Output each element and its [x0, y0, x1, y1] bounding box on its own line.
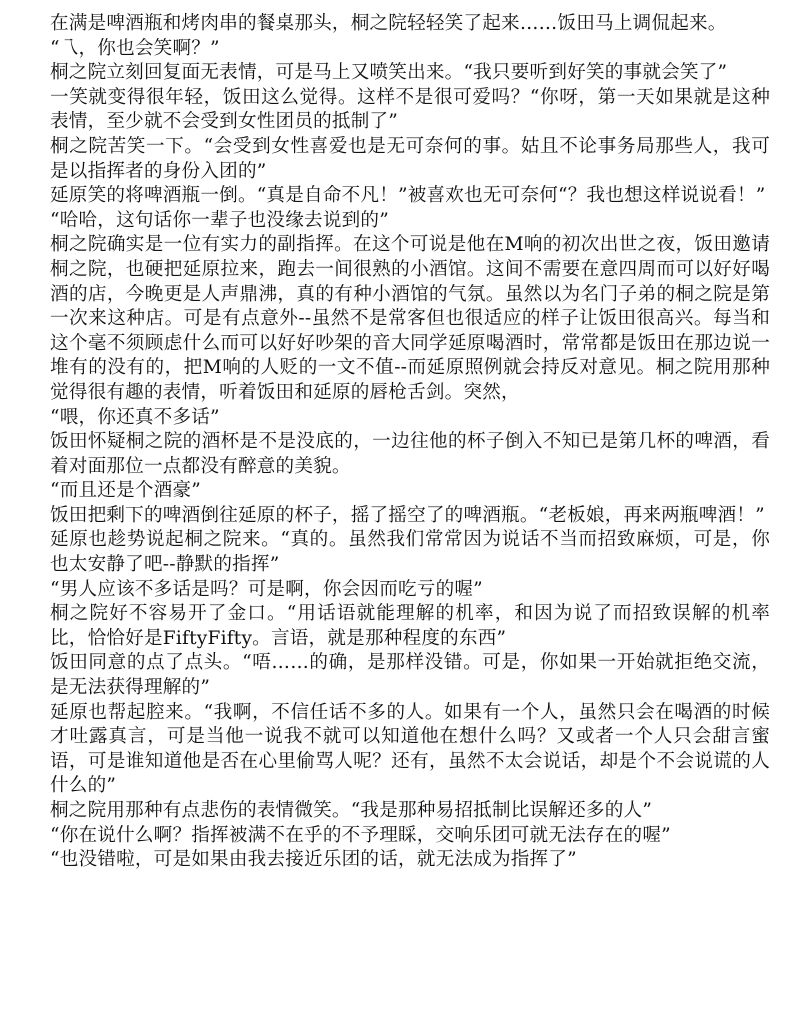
paragraph: 桐之院苦笑一下。“会受到女性喜爱也是无可奈何的事。姑且不论事务局那些人，我可是以指挥者的身份入团的” — [50, 135, 770, 182]
paragraph: 桐之院好不容易开了金口。“用话语就能理解的机率，和因为说了而招致误解的机率比，恰恰好是FiftyFifty。言语，就是那种程度的东西” — [50, 603, 770, 649]
paragraph: 延原笑的将啤酒瓶一倒。“真是自命不凡！”被喜欢也无可奈何“？我也想这样说说看！” — [50, 185, 766, 207]
paragraph: 饭田同意的点了点头。“唔……的确，是那样没错。可是，你如果一开始就拒绝交流，是无法获得理解的” — [50, 652, 770, 699]
paragraph: “也没错啦，可是如果由我去接近乐团的话，就无法成为指挥了” — [50, 849, 577, 871]
paragraph: 桐之院确实是一位有实力的副指挥。在这个可说是他在M响的初次出世之夜，饭田邀请桐之院，也硬把延原拉来，跑去一间很熟的小酒馆。这间不需要在意四周而可以好好喝酒的店，今晚更是人声鼎沸，真的有种小酒馆的气氛。虽然以为名门子弟的桐之院是第一次来这种店。可是有点意外--虽然不是常客但也很适应的样子让饭田很高兴。每当和这个毫不须顾虑什么而可以好好吵架的音大同学延原喝酒时，常常都是饭田在那边说一堆有的没有的，把M响的人贬的一文不值--而延原照例就会持反对意见。桐之院用那种觉得很有趣的表情，听着饭田和延原的唇枪舌剑。突然， — [50, 234, 770, 403]
paragraph: 饭田怀疑桐之院的酒杯是不是没底的，一边往他的杯子倒入不知已是第几杯的啤酒，看着对面那位一点都没有醉意的美貌。 — [50, 431, 770, 477]
paragraph: 桐之院用那种有点悲伤的表情微笑。“我是那种易招抵制比误解还多的人” — [50, 800, 653, 821]
paragraph: “而且还是个酒豪” — [50, 480, 201, 502]
paragraph: 一笑就变得很年轻，饭田这么觉得。这样不是很可爱吗？“你呀，第一天如果就是这种表情，至少就不会受到女性团员的抵制了” — [50, 86, 770, 133]
paragraph: “你在说什么啊？指挥被满不在乎的不予理睬，交响乐团可就无法存在的喔” — [50, 824, 671, 846]
paragraph: “喂，你还真不多话” — [50, 406, 220, 428]
paragraph: 延原也帮起腔来。“我啊，不信任话不多的人。如果有一个人，虽然只会在喝酒的时候才吐露真言，可是当他一说我不就可以知道他在想什么吗？又或者一个人只会甜言蜜语，可是谁知道他是否在心里偷骂人呢？还有，虽然不太会说话，却是个不会说谎的人什么的” — [50, 701, 770, 797]
paragraph: “哈哈，这句话你一辈子也没缘去说到的” — [50, 209, 389, 231]
paragraph: 在满是啤酒瓶和烤肉串的餐桌那头，桐之院轻轻笑了起来……饭田马上调侃起来。 — [50, 13, 727, 34]
paragraph: “乁，你也会笑啊？” — [50, 37, 220, 59]
text-body — [50, 12, 770, 873]
paragraph: 饭田把剩下的啤酒倒往延原的杯子，摇了摇空了的啤酒瓶。“老板娘，再来两瓶啤酒！” — [50, 504, 765, 526]
paragraph: “男人应该不多话是吗？可是啊，你会因而吃亏的喔” — [50, 578, 483, 600]
paragraph: 桐之院立刻回复面无表情，可是马上又喷笑出来。“我只要听到好笑的事就会笑了” — [50, 62, 728, 84]
paragraph: 延原也趁势说起桐之院来。“真的。虽然我们常常因为说话不当而招致麻烦，可是，你也太安静了吧--静默的指挥” — [50, 529, 770, 576]
